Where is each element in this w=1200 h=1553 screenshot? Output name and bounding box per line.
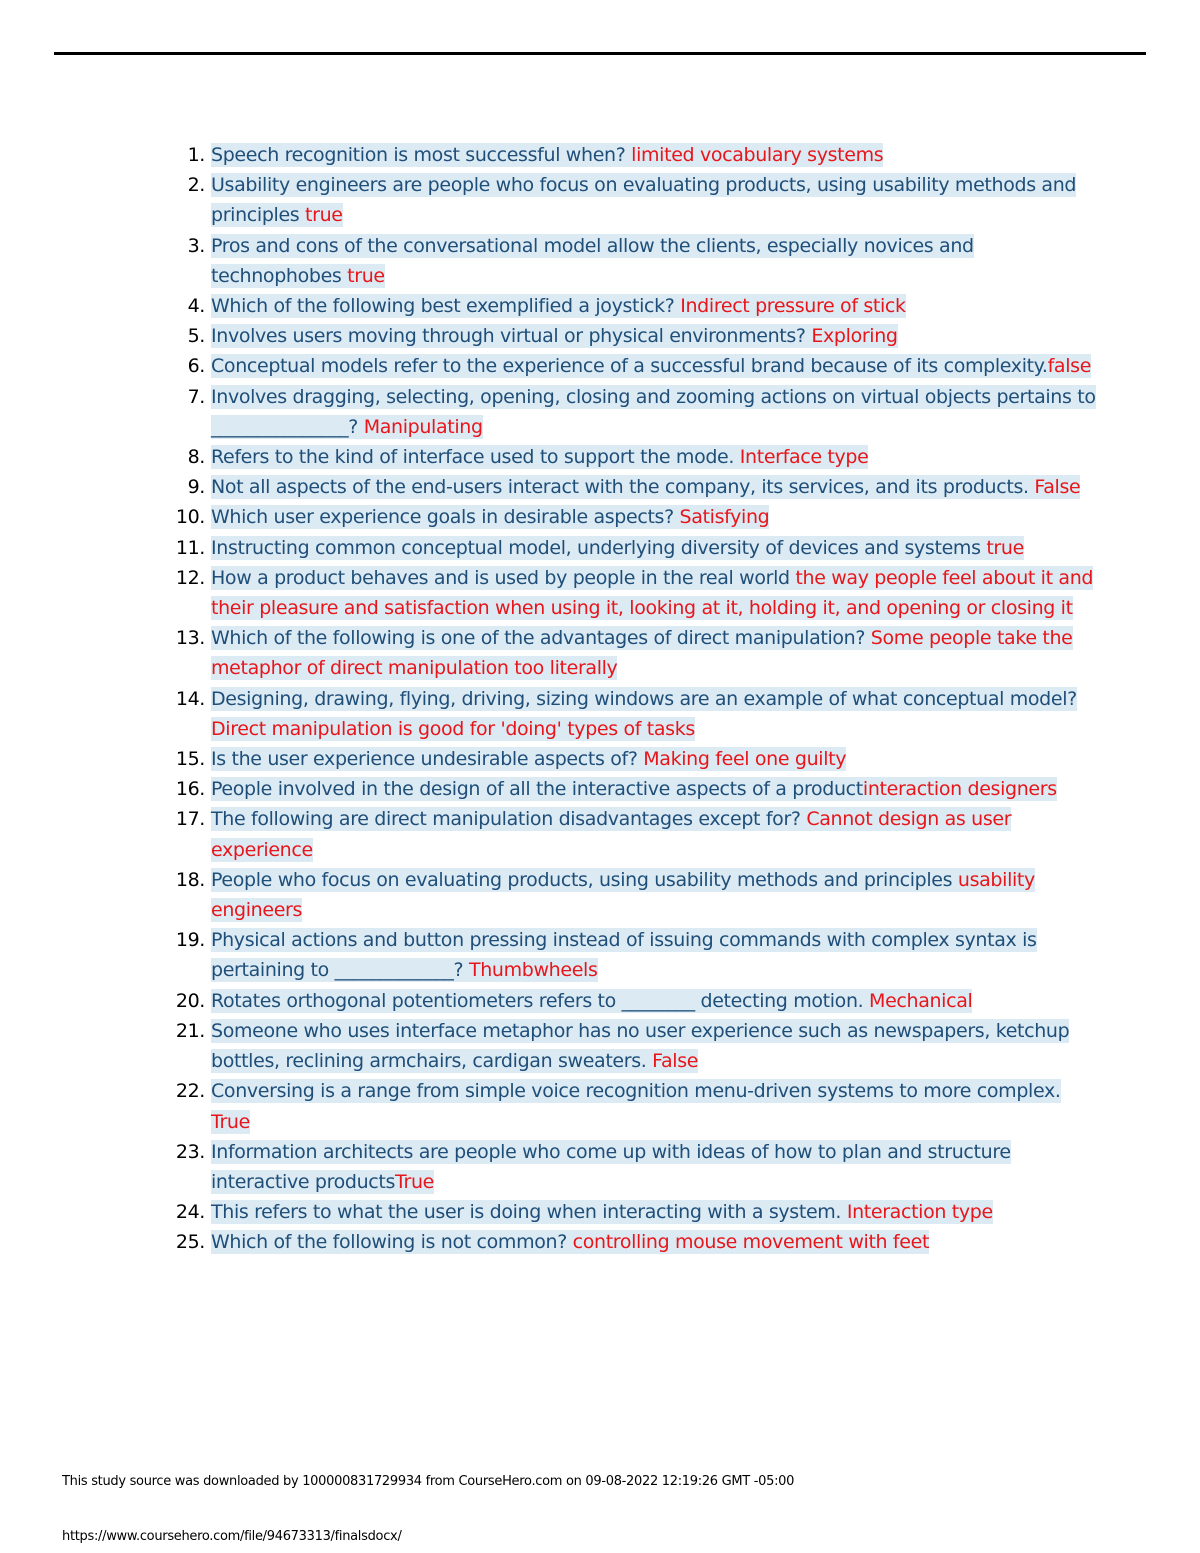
answer-text: the way people feel about it and their pleasure and satisfaction when using it, looking at it, holding it, and opening or closing it	[211, 566, 1094, 620]
answer-text: Interaction type	[846, 1201, 993, 1224]
question-text: People who focus on evaluating products, using usability methods and principles	[211, 868, 958, 891]
item-number: 10.	[175, 506, 205, 529]
answer-text: False	[652, 1050, 699, 1073]
answer-text: True	[395, 1170, 435, 1193]
qa-item-13	[160, 623, 1100, 683]
question-text: Which of the following best exemplified a joystick?	[211, 295, 681, 318]
item-number: 2.	[187, 174, 205, 197]
qa-item-12	[160, 563, 1100, 623]
answer-text: usability engineers	[211, 868, 1035, 922]
item-number: 1.	[187, 144, 205, 166]
item-number: 4.	[187, 295, 205, 318]
question-text: Usability engineers are people who focus on evaluating products, using usability methods and principles	[211, 174, 1077, 227]
answer-text: Manipulating	[363, 415, 483, 438]
answer-text: Thumbwheels	[468, 959, 598, 982]
item-number: 17.	[175, 808, 205, 831]
question-text: Is the user experience undesirable aspects of?	[211, 748, 644, 771]
answer-text: Making feel one guilty	[643, 748, 847, 771]
question-text: Not all aspects of the end-users interact with the company, its services, and its products.	[211, 476, 1035, 499]
item-number: 20.	[175, 989, 205, 1012]
question-text: Which of the following is not common?	[211, 1231, 573, 1254]
qa-item-5	[160, 321, 1100, 351]
question-text: Which user experience goals in desirable aspects?	[211, 506, 680, 529]
answer-text: Exploring	[811, 325, 898, 348]
qa-item-15	[160, 744, 1100, 774]
qa-item-2	[160, 170, 1100, 230]
item-number: 24.	[175, 1201, 205, 1224]
qa-item-11	[160, 533, 1100, 563]
item-number: 18.	[175, 868, 205, 891]
answer-text: false	[1047, 355, 1092, 378]
question-text: Conversing is a range from simple voice recognition menu-driven systems to more complex.	[211, 1080, 1061, 1103]
answer-text: true	[347, 264, 385, 287]
qa-item-20	[160, 986, 1100, 1016]
item-number: 13.	[175, 627, 205, 650]
question-text: Someone who uses interface metaphor has no user experience such as newspapers, ketchup bottles, reclining armchairs, cardigan sweaters.	[211, 1019, 1070, 1073]
qa-item-8	[160, 442, 1100, 472]
question-text: Designing, drawing, flying, driving, sizing windows are an example of what conceptual model?	[211, 687, 1077, 710]
qa-item-14	[160, 684, 1100, 744]
item-number: 6.	[187, 355, 205, 378]
item-number: 19.	[175, 929, 205, 952]
answer-text: limited vocabulary systems	[631, 144, 884, 166]
item-number: 16.	[175, 778, 205, 801]
item-number: 22.	[175, 1080, 205, 1103]
answer-text: True	[211, 1110, 250, 1133]
question-text: Involves dragging, selecting, opening, closing and zooming actions on virtual objects pertains to _______________?	[211, 385, 1096, 438]
top-rule	[54, 52, 1146, 55]
question-text: Refers to the kind of interface used to support the mode.	[211, 446, 740, 469]
question-text: How a product behaves and is used by people in the real world	[211, 566, 796, 589]
item-number: 14.	[175, 687, 205, 710]
item-number: 25.	[175, 1231, 205, 1254]
question-text: Information architects are people who come up with ideas of how to plan and structure interactive products	[211, 1140, 1011, 1193]
qa-item-17	[160, 804, 1100, 864]
item-number: 8.	[187, 446, 205, 469]
question-text: Which of the following is one of the advantages of direct manipulation?	[211, 627, 871, 650]
qa-item-10	[160, 502, 1100, 532]
answer-text: Interface type	[739, 446, 869, 469]
answer-text: true	[986, 536, 1024, 559]
download-source-notice: This study source was downloaded by 100000831729934 from CourseHero.com on 09-08-2022 12:19:26 GMT -05:00	[62, 1474, 795, 1489]
qa-item-25	[160, 1227, 1100, 1257]
qa-item-23	[160, 1137, 1100, 1197]
item-number: 12.	[175, 566, 205, 589]
qa-item-18	[160, 865, 1100, 925]
qa-item-6	[160, 351, 1100, 381]
item-number: 5.	[187, 325, 205, 348]
answer-text: Cannot design as user experience	[211, 808, 1012, 861]
answer-text: controlling mouse movement with feet	[572, 1231, 930, 1254]
item-number: 9.	[187, 476, 205, 499]
question-text: Conceptual models refer to the experience of a successful brand because of its complexity.	[211, 355, 1048, 378]
question-answer-list	[160, 140, 1100, 1258]
question-text: The following are direct manipulation disadvantages except for?	[211, 808, 807, 831]
qa-item-1	[160, 140, 1100, 170]
answer-text: Direct manipulation is good for 'doing' types of tasks	[211, 717, 695, 740]
item-number: 21.	[175, 1019, 205, 1042]
item-number: 23.	[175, 1140, 205, 1163]
qa-item-19	[160, 925, 1100, 985]
answer-text: Indirect pressure of stick	[680, 295, 906, 318]
answer-text: False	[1034, 476, 1081, 499]
item-number: 3.	[187, 234, 205, 257]
question-text: Pros and cons of the conversational model allow the clients, especially novices and technophobes	[211, 234, 974, 287]
qa-item-3	[160, 231, 1100, 291]
item-number: 15.	[175, 748, 205, 771]
question-text: Speech recognition is most successful when?	[211, 144, 632, 166]
answer-text: interaction designers	[862, 778, 1057, 801]
qa-item-22	[160, 1076, 1100, 1136]
qa-item-4	[160, 291, 1100, 321]
qa-item-9	[160, 472, 1100, 502]
qa-item-24	[160, 1197, 1100, 1227]
qa-item-7	[160, 382, 1100, 442]
question-text: Rotates orthogonal potentiometers refers to ________ detecting motion.	[211, 989, 870, 1012]
qa-item-21	[160, 1016, 1100, 1076]
item-number: 7.	[187, 385, 205, 408]
question-text: This refers to what the user is doing when interacting with a system.	[211, 1201, 847, 1224]
qa-item-16	[160, 774, 1100, 804]
question-text: Instructing common conceptual model, underlying diversity of devices and systems	[211, 536, 987, 559]
question-text: People involved in the design of all the interactive aspects of a product	[211, 778, 863, 801]
question-text: Physical actions and button pressing instead of issuing commands with complex syntax is pertaining to _____________?	[211, 929, 1037, 982]
answer-text: Mechanical	[869, 989, 973, 1012]
item-number: 11.	[175, 536, 205, 559]
answer-text: Some people take the metaphor of direct manipulation too literally	[211, 627, 1073, 680]
answer-text: true	[305, 204, 343, 227]
question-text: Involves users moving through virtual or physical environments?	[211, 325, 812, 348]
source-url-link[interactable]: https://www.coursehero.com/file/94673313/finalsdocx/	[62, 1529, 402, 1544]
answer-text: Satisfying	[679, 506, 770, 529]
